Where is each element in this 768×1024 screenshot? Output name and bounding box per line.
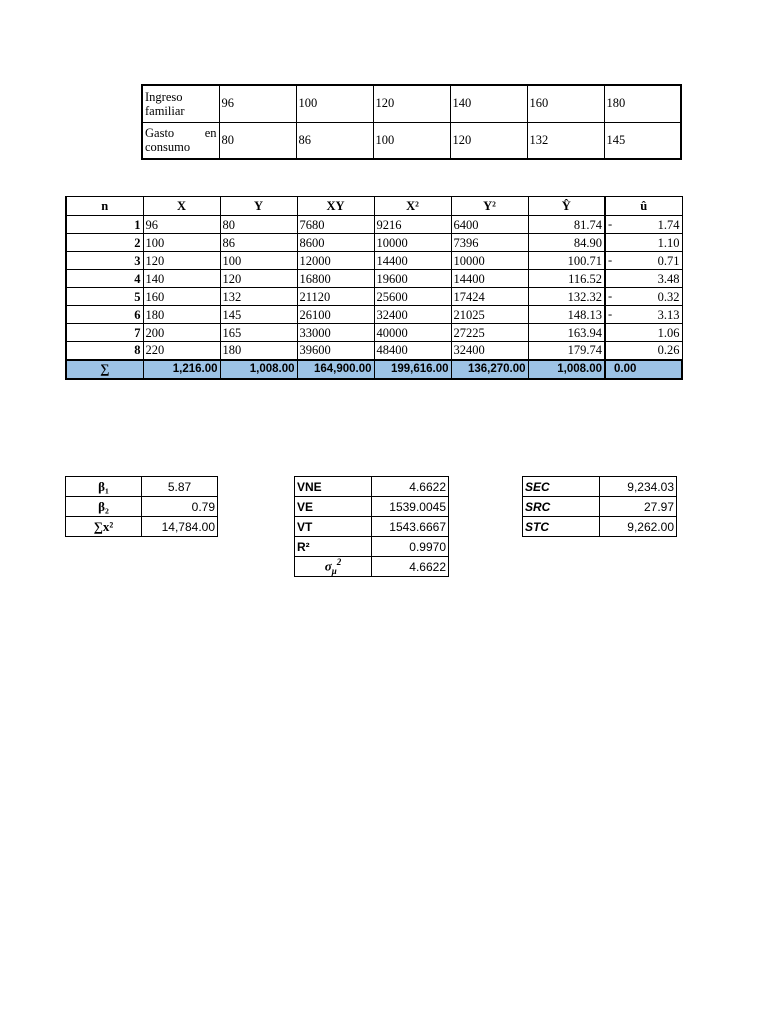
- row-xy: 26100: [297, 306, 374, 324]
- row-y: 120: [220, 270, 297, 288]
- residual-value: 1.10: [657, 235, 680, 250]
- row-yhat: 116.52: [528, 270, 605, 288]
- row-residual: [605, 216, 682, 234]
- sec-value: 9,234.03: [600, 477, 677, 497]
- sigma-symbol: σ: [324, 558, 332, 574]
- row-y: 100: [220, 252, 297, 270]
- row-y2: 17424: [451, 288, 528, 306]
- beta2-label: β₂: [66, 497, 142, 517]
- table-row: [66, 234, 682, 252]
- row-n: 6: [66, 306, 143, 324]
- row-xy: 16800: [297, 270, 374, 288]
- row-y2: 10000: [451, 252, 528, 270]
- row-y: 165: [220, 324, 297, 342]
- residual-sign: -: [608, 253, 613, 267]
- beta1-value: 5.87: [142, 477, 218, 497]
- row-n: 7: [66, 324, 143, 342]
- row-residual: [605, 270, 682, 288]
- residual-value: 1.06: [657, 325, 680, 340]
- sigma-label: [295, 557, 372, 577]
- sum-of-squares-table: [522, 476, 677, 537]
- income-consumption-table: [141, 84, 682, 160]
- beta2-value: 0.79: [142, 497, 218, 517]
- header-y: Y: [220, 197, 297, 216]
- table-row: [523, 497, 677, 517]
- row-residual: [605, 324, 682, 342]
- sum-x: 1,216.00: [143, 360, 220, 379]
- sigma-subscript: μ: [331, 565, 337, 576]
- header-x2: X²: [374, 197, 451, 216]
- vt-value: 1543.6667: [372, 517, 449, 537]
- row-y: 86: [220, 234, 297, 252]
- table-cell: 80: [219, 122, 296, 159]
- sec-label: SEC: [523, 477, 600, 497]
- sum-yhat: 1,008.00: [528, 360, 605, 379]
- table-row: [66, 477, 218, 497]
- table-row: [295, 557, 449, 577]
- table-cell: 140: [450, 85, 527, 122]
- row-n: 1: [66, 216, 143, 234]
- coefficients-table: [65, 476, 218, 537]
- residual-value: 0.71: [657, 253, 680, 268]
- table-cell: 145: [604, 122, 681, 159]
- header-xy: XY: [297, 197, 374, 216]
- row-x: 140: [143, 270, 220, 288]
- sum-y: 1,008.00: [220, 360, 297, 379]
- row-y2: 21025: [451, 306, 528, 324]
- vt-label: VT: [295, 517, 372, 537]
- row-x: 160: [143, 288, 220, 306]
- label-line: consumo: [145, 140, 191, 155]
- table-cell: 100: [296, 85, 373, 122]
- table-cell: 120: [450, 122, 527, 159]
- header-yhat: Ŷ: [528, 197, 605, 216]
- row-y2: 14400: [451, 270, 528, 288]
- row-residual: [605, 252, 682, 270]
- table-row: [295, 497, 449, 517]
- label-line: Gasto en: [145, 126, 217, 141]
- table-row: [523, 477, 677, 497]
- row-n: 8: [66, 342, 143, 360]
- row-xy: 8600: [297, 234, 374, 252]
- label-line: familiar: [145, 103, 185, 118]
- row-yhat: 81.74: [528, 216, 605, 234]
- table-row: [66, 517, 218, 537]
- row-y: 145: [220, 306, 297, 324]
- row-x2: 40000: [374, 324, 451, 342]
- row-xy: 39600: [297, 342, 374, 360]
- vne-label: VNE: [295, 477, 372, 497]
- row-y: 180: [220, 342, 297, 360]
- sum-u: 0.00: [605, 360, 682, 379]
- table-row: [66, 342, 682, 360]
- row-n: 4: [66, 270, 143, 288]
- r2-value: 0.9970: [372, 537, 449, 557]
- row-xy: 12000: [297, 252, 374, 270]
- row-xy: 33000: [297, 324, 374, 342]
- row-residual: [605, 306, 682, 324]
- ve-label: VE: [295, 497, 372, 517]
- residual-value: 0.26: [657, 343, 680, 358]
- residual-value: 3.13: [657, 307, 680, 322]
- table-row: [66, 216, 682, 234]
- r2-label: R²: [295, 537, 372, 557]
- sum-y2: 136,270.00: [451, 360, 528, 379]
- stc-label: STC: [523, 517, 600, 537]
- ve-value: 1539.0045: [372, 497, 449, 517]
- src-label: SRC: [523, 497, 600, 517]
- table-row: [523, 517, 677, 537]
- sum-label: ∑: [66, 360, 143, 379]
- table-row: [66, 324, 682, 342]
- row-x2: 19600: [374, 270, 451, 288]
- row-residual: [605, 288, 682, 306]
- residual-value: 0.32: [657, 289, 680, 304]
- table-cell: 100: [373, 122, 450, 159]
- table-cell: 180: [604, 85, 681, 122]
- row-x2: 10000: [374, 234, 451, 252]
- row-label: [142, 85, 219, 122]
- residual-value: 3.48: [657, 271, 680, 286]
- regression-table: [65, 196, 683, 380]
- row-y2: 27225: [451, 324, 528, 342]
- row-x2: 25600: [374, 288, 451, 306]
- row-x: 100: [143, 234, 220, 252]
- row-x: 120: [143, 252, 220, 270]
- residual-sign: -: [608, 289, 613, 303]
- row-x: 200: [143, 324, 220, 342]
- sum-x2-label: ∑x²: [66, 517, 142, 537]
- row-n: 3: [66, 252, 143, 270]
- row-xy: 7680: [297, 216, 374, 234]
- header-y2: Y²: [451, 197, 528, 216]
- table-row: [295, 477, 449, 497]
- table-row: [295, 517, 449, 537]
- src-value: 27.97: [600, 497, 677, 517]
- header-x: X: [143, 197, 220, 216]
- row-y: 132: [220, 288, 297, 306]
- sum-x2: 199,616.00: [374, 360, 451, 379]
- row-yhat: 179.74: [528, 342, 605, 360]
- residual-sign: -: [608, 307, 613, 321]
- row-y2: 7396: [451, 234, 528, 252]
- row-yhat: 100.71: [528, 252, 605, 270]
- residual-value: 1.74: [657, 217, 680, 232]
- row-x2: 32400: [374, 306, 451, 324]
- variance-table: [294, 476, 449, 577]
- table-cell: 86: [296, 122, 373, 159]
- table-cell: 160: [527, 85, 604, 122]
- row-x: 96: [143, 216, 220, 234]
- table-cell: 120: [373, 85, 450, 122]
- residual-sign: -: [608, 217, 613, 231]
- label-line: Ingreso: [145, 89, 183, 104]
- header-u: û: [605, 197, 682, 216]
- row-xy: 21120: [297, 288, 374, 306]
- row-yhat: 132.32: [528, 288, 605, 306]
- row-n: 5: [66, 288, 143, 306]
- row-residual: [605, 342, 682, 360]
- table-row: [66, 497, 218, 517]
- stc-value: 9,262.00: [600, 517, 677, 537]
- row-y2: 6400: [451, 216, 528, 234]
- row-yhat: 84.90: [528, 234, 605, 252]
- beta1-label: β₁: [66, 477, 142, 497]
- table-row: [142, 85, 681, 122]
- row-x2: 9216: [374, 216, 451, 234]
- row-x2: 48400: [374, 342, 451, 360]
- row-yhat: 148.13: [528, 306, 605, 324]
- sigma-value: 4.6622: [372, 557, 449, 577]
- table-row: [66, 288, 682, 306]
- table-row: [142, 122, 681, 159]
- table-cell: 96: [219, 85, 296, 122]
- table-row: [66, 306, 682, 324]
- row-y: 80: [220, 216, 297, 234]
- sigma-superscript: 2: [336, 557, 342, 568]
- header-row: [66, 197, 682, 216]
- table-row: [66, 252, 682, 270]
- row-x2: 14400: [374, 252, 451, 270]
- table-row: [66, 270, 682, 288]
- sum-row: [66, 360, 682, 379]
- table-cell: 132: [527, 122, 604, 159]
- row-label: [142, 122, 219, 159]
- sum-x2-value: 14,784.00: [142, 517, 218, 537]
- row-x: 180: [143, 306, 220, 324]
- sum-xy: 164,900.00: [297, 360, 374, 379]
- row-residual: [605, 234, 682, 252]
- row-y2: 32400: [451, 342, 528, 360]
- row-n: 2: [66, 234, 143, 252]
- row-yhat: 163.94: [528, 324, 605, 342]
- table-row: [295, 537, 449, 557]
- header-n: n: [66, 197, 143, 216]
- row-x: 220: [143, 342, 220, 360]
- vne-value: 4.6622: [372, 477, 449, 497]
